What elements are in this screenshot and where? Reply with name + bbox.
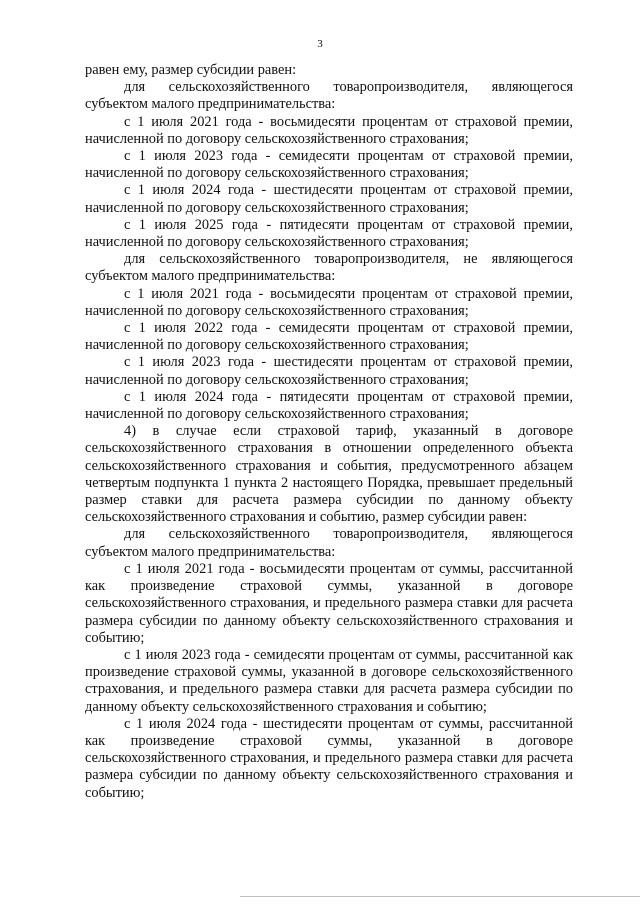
document-body [85,62,573,802]
paragraph-non-small-2023: с 1 июля 2023 года - шестидесяти процентам от страховой премии, начисленной по договору сельскохозяйственного страхования; [85,354,573,388]
paragraph-small-2024: с 1 июля 2024 года - шестидесяти процентам от страховой премии, начисленной по договору сельскохозяйственного страхования; [85,182,573,216]
paragraph-small-2025: с 1 июля 2025 года - пятидесяти процентам от страховой премии, начисленной по договору сельскохозяйственного страхования; [85,216,573,251]
bottom-rule [240,896,640,897]
paragraph-small-2023: с 1 июля 2023 года - семидесяти процентам от страховой премии, начисленной по договору сельскохозяйственного страхования; [85,148,573,182]
page-number: 3 [317,38,323,50]
paragraph-non-small-2022: с 1 июля 2022 года - семидесяти процентам от страховой премии, начисленной по договору сельскохозяйственного страхования; [85,320,573,354]
paragraph-item-4: 4) в случае если страховой тариф, указанный в договоре сельскохозяйственного страхования в отношении определенного объекта сельскохозяйственного страхования и события, предусмотренного абзацем четвертым подпункта 1 пункта 2 настоящего Порядка, превышает предельный размер ставки для расчета размера субсидии по данному объекту сельскохозяйственного страхования и событию, размер субсидии равен: [85,423,573,526]
paragraph-non-small-business-heading: для сельскохозяйственного товаропроизводителя, не являющегося субъектом малого предпринимательства: [85,251,573,285]
paragraph-continuation: равен ему, размер субсидии равен: [85,62,297,78]
paragraph-non-small-2021: с 1 июля 2021 года - восьмидесяти процентам от страховой премии, начисленной по договору сельскохозяйственного страхования; [85,285,573,319]
paragraph-non-small-2024: с 1 июля 2024 года - пятидесяти процентам от страховой премии, начисленной по договору сельскохозяйственного страхования; [85,388,573,423]
paragraph-small-business-heading: для сельскохозяйственного товаропроизводителя, являющегося субъектом малого предпринимательства: [85,79,573,113]
paragraph-small-2021: с 1 июля 2021 года - восьмидесяти процентам от страховой премии, начисленной по договору сельскохозяйственного страхования; [85,113,573,147]
paragraph-item-4-2021: с 1 июля 2021 года - восьмидесяти процентам от суммы, рассчитанной как произведение страховой суммы, указанной в договоре сельскохозяйственного страхования, и предельного размера ставки для расчета размера субсидии по данному объекту сельскохозяйственного страхования и событию; [85,560,573,646]
paragraph-item-4-small-business-heading: для сельскохозяйственного товаропроизводителя, являющегося субъектом малого предпринимательства: [85,526,573,560]
paragraph-item-4-2024: с 1 июля 2024 года - шестидесяти процентам от суммы, рассчитанной как произведение страховой суммы, указанной в договоре сельскохозяйственного страхования, и предельного размера ставки для расчета размера субсидии по данному объекту сельскохозяйственного страхования и событию; [85,715,573,801]
paragraph-item-4-2023: с 1 июля 2023 года - семидесяти процентам от суммы, рассчитанной как произведение страховой суммы, указанной в договоре сельскохозяйственного страхования, и предельного размера ставки для расчета размера субсидии по данному объекту сельскохозяйственного страхования и событию; [85,646,573,715]
